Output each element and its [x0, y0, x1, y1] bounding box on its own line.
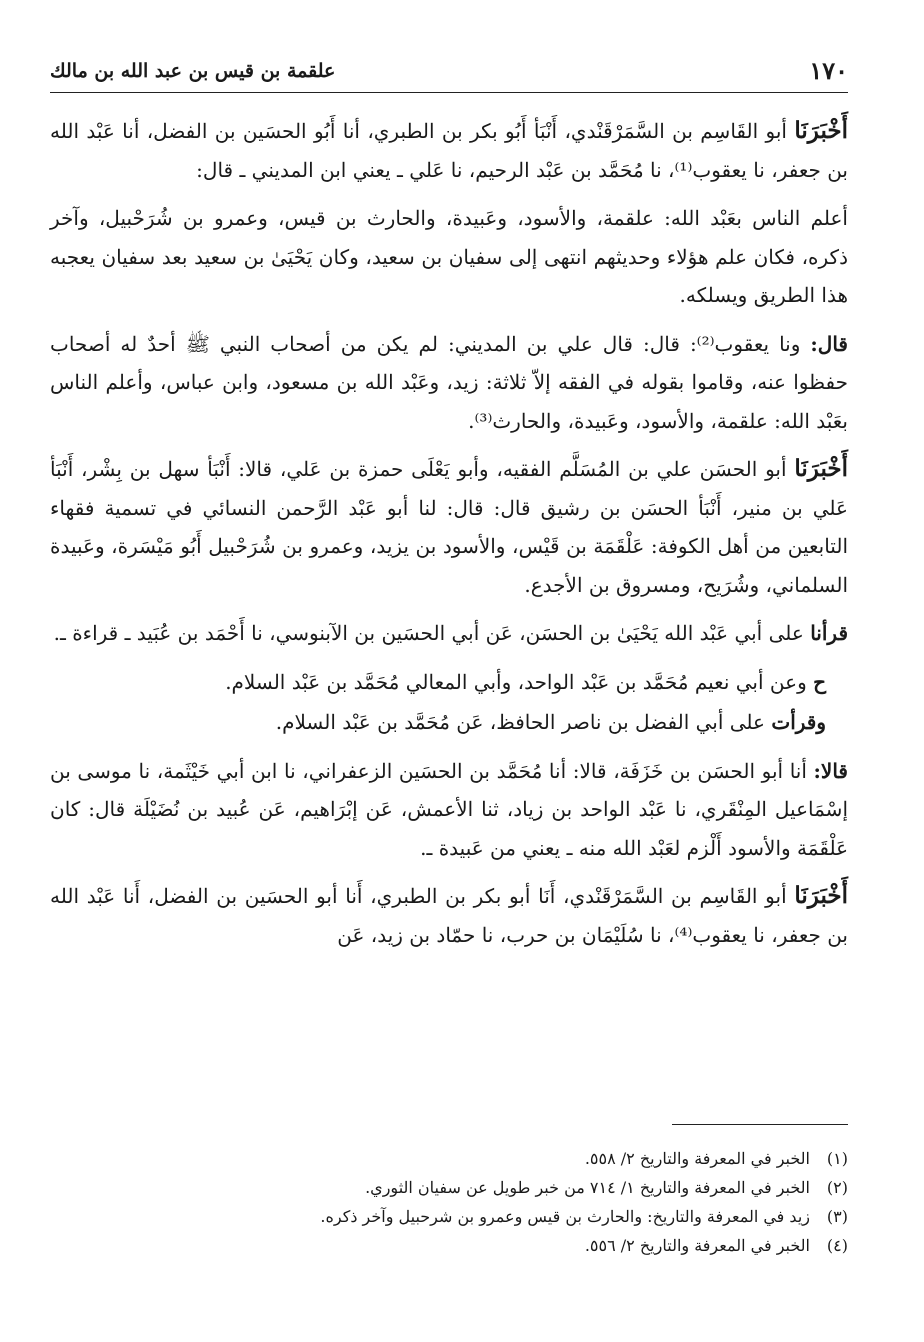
footnote-number: (١) [826, 1149, 848, 1168]
paragraph-text: أبو القَاسِم بن السَّمَرْقَنْدي، أَنَا أبو بكر بن الطبري، أَنا أبو الحسَين بن الفضل، أَنا عَبْد الله بن جعفر، نا يعقوب⁽⁴⁾، نا سُلَيْمَان بن حرب، نا حمّاد بن زيد، عَن [50, 884, 848, 947]
footnote-text: زيد في المعرفة والتاريخ: والحارث بن قيس وعمرو بن شرحبيل وآخر ذكره. [320, 1207, 810, 1226]
footnote-text: الخبر في المعرفة والتاريخ ٢/ ٥٥٦. [584, 1236, 810, 1255]
body-text [50, 112, 848, 964]
footnote-4 [50, 1231, 848, 1260]
paragraph-lead: ح [813, 669, 826, 694]
paragraph-lead: أَخْبَرَنَا [794, 882, 848, 909]
paragraph-text: على أبي الفضل بن ناصر الحافظ، عَن مُحَمَّد بن عَبْد السلام. [275, 710, 772, 734]
paragraph-9 [50, 877, 848, 954]
paragraph-lead: أَخْبَرَنَا [794, 455, 848, 482]
footnote-text: الخبر في المعرفة والتاريخ ١/ ٧١٤ من خبر طويل عن سفيان الثوري. [365, 1178, 810, 1197]
paragraph-lead: قالا: [813, 758, 848, 783]
footnote-2 [50, 1173, 848, 1202]
footnote-number: (٣) [826, 1207, 848, 1226]
paragraph-6 [50, 663, 826, 702]
paragraph-text: أبو القَاسِم بن السَّمَرْقَنْدي، أَنْبَأ أَبُو بكر بن الطبري، أنا أَبُو الحسَين بن الفضل، أنا عَبْد الله بن جعفر، نا يعقوب⁽¹⁾، نا مُحَمَّد بن عَبْد الرحيم، نا عَلي ـ يعني ابن المديني ـ قال: [50, 119, 848, 182]
footnote-number: (٤) [826, 1236, 848, 1255]
paragraph-text: وعن أبي نعيم مُحَمَّد بن عَبْد الواحد، وأبي المعالي مُحَمَّد بن عَبْد السلام. [225, 669, 814, 694]
paragraph-lead: وقرأت [771, 710, 826, 734]
page-header [50, 52, 848, 93]
paragraph-text: على أبي عَبْد الله يَحْيَىٰ بن الحسَن، عَن أبي الحسَين بن الآبنوسي، نا أَحْمَد بن عُبَيد ـ قراءة ـ. [53, 621, 811, 645]
paragraph-2 [50, 199, 848, 315]
paragraph-text: أعلم الناس بعَبْد الله: علقمة، والأسود، وعَبيدة، والحارث بن قيس، وعمرو بن شُرَحْبيل، وآخر ذكره، فكان علم هؤلاء وحديثهم انتهى إلى سفيان بن سعيد، وكان يَحْيَىٰ بن سعيد بعد سفيان يعجبه هذا الطريق ويسلكه. [50, 206, 848, 307]
paragraph-lead: أَخْبَرَنَا [794, 117, 848, 144]
footnote-divider [672, 1124, 848, 1125]
paragraph-4 [50, 450, 848, 604]
paragraph-7 [50, 703, 826, 742]
paragraph-text: أبو الحسَن علي بن المُسَلَّم الفقيه، وأبو يَعْلَى حمزة بن عَلي، قالا: أَنْبَأ سهل بن بِشْر، أَنْبَأ عَلي بن منير، أَنْبَأ الحسَن بن رشيق قال: قال: لنا أبو عَبْد الرَّحمن النسائي في تسمية فقهاء التابعين من أهل الكوفة: عَلْقَمَة بن قَيْس، والأسود بن يزيد، وعمرو بن شُرَحْبيل أَبُو مَيْسَرة، وعَبيدة السلماني، وشُرَيح، ومسروق بن الأجدع. [50, 457, 848, 597]
paragraph-8 [50, 752, 848, 868]
paragraph-3 [50, 325, 848, 441]
paragraph-lead: قرأنا [810, 621, 848, 645]
footnote-1 [50, 1144, 848, 1173]
footnote-3 [50, 1202, 848, 1231]
paragraph-lead: قال: [810, 331, 848, 356]
paragraph-text: أنا أبو الحسَن بن خَزَفَة، قالا: أنا مُحَمَّد بن الحسَين الزعفراني، نا ابن أبي خَيْثَمة، نا موسى بن إسْمَاعيل المِنْقَري، نا عَبْد الواحد بن زياد، ثنا الأعمش، عَن إبْرَاهيم، عَن عُبيد بن نُضَيْلَة قال: كان عَلْقَمَة والأسود أَلْزم لعَبْد الله منه ـ يعني من عَبيدة ـ. [50, 758, 848, 860]
running-title: علقمة بن قيس بن عبد الله بن مالك [50, 60, 336, 82]
paragraph-1 [50, 112, 848, 189]
page-number: ١٧٠ [809, 56, 848, 85]
footnote-number: (٢) [826, 1178, 848, 1197]
paragraph-text: ونا يعقوب⁽²⁾: قال: قال علي بن المديني: لم يكن من أصحاب النبي ﷺ أحدٌ له أصحاب حفظوا عنه، وقاموا بقوله في الفقه إلاّ ثلاثة: زيد، وعَبْد الله بن مسعود، وابن عباس، وأعلم الناس بعَبْد الله: علقمة، والأسود، وعَبيدة، والحارث⁽³⁾. [50, 331, 848, 433]
footnote-text: الخبر في المعرفة والتاريخ ٢/ ٥٥٨. [584, 1149, 810, 1168]
footnotes [50, 1144, 848, 1260]
paragraph-5 [50, 614, 848, 653]
